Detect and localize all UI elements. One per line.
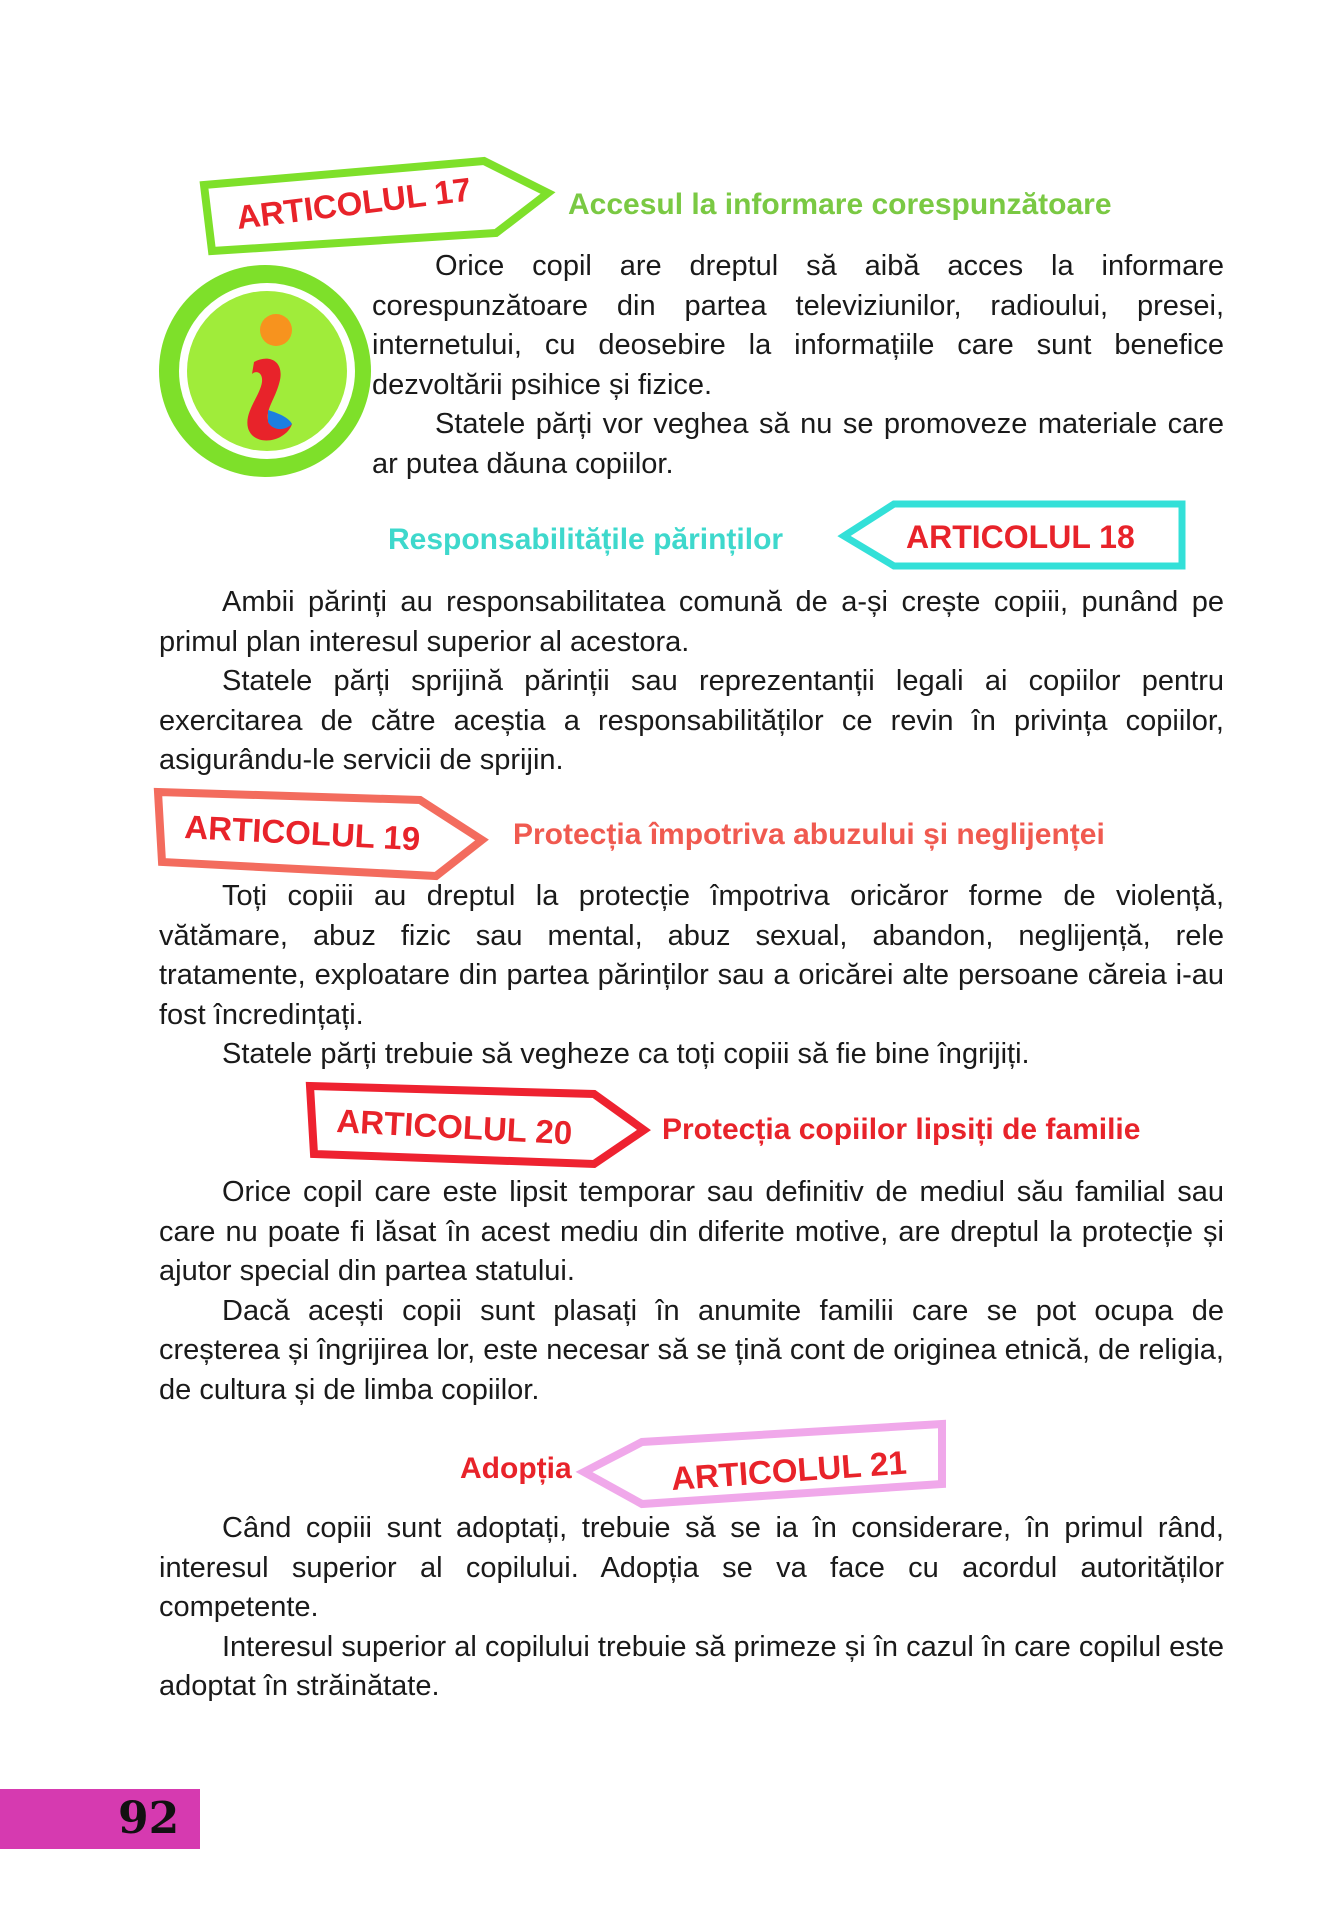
article-19-badge-label: ARTICOLUL 19 xyxy=(183,808,422,858)
article-19-paragraph-1: Toți copiii au dreptul la protecție împotriva oricăror forme de violență, vătămare, abuz fizic sau mental, abuz sexual, abandon, neglijență, rele tratamente, exploatare din partea părinților sau a oricărei alte persoane căreia i-au fost încredințați. xyxy=(159,880,1224,1031)
info-icon xyxy=(156,262,374,480)
page-number: 92 xyxy=(118,1793,180,1844)
article-19-paragraph-2: Statele părți trebuie să vegheze ca toți copiii să fie bine îngrijiți. xyxy=(222,1038,1030,1070)
article-18-paragraph-2: Statele părți sprijină părinții sau reprezentanții legali ai copiilor pentru exercitarea de către aceștia a responsabilităților ce revin în privința copiilor, asigurându-le servicii de sprijin. xyxy=(159,665,1224,776)
article-18-paragraph-1: Ambii părinți au responsabilitatea comună de a-și crește copiii, punând pe primul plan interesul superior al acestora. xyxy=(159,586,1224,658)
article-20-badge-label: ARTICOLUL 20 xyxy=(335,1102,574,1152)
article-19-badge xyxy=(150,786,490,882)
article-21-text xyxy=(159,1509,1224,1707)
article-21-title: Adopția xyxy=(460,1452,572,1485)
article-20-text xyxy=(159,1173,1224,1410)
article-21-paragraph-2: Interesul superior al copilului trebuie să primeze și în cazul în care copilul este adoptat în străinătate. xyxy=(159,1630,1224,1702)
article-19-text xyxy=(159,877,1224,1075)
article-17-title: Accesul la informare corespunzătoare xyxy=(568,188,1112,221)
article-19-title: Protecția împotriva abuzului și neglijenței xyxy=(513,818,1105,851)
page-number-tab xyxy=(0,1789,200,1849)
article-21-paragraph-1: Când copiii sunt adoptați, trebuie să se ia în considerare, în primul rând, interesul superior al copilului. Adopția se va face cu acordul autorităților competente. xyxy=(159,1512,1224,1623)
article-20-paragraph-2: Dacă acești copii sunt plasați în anumite familii care se pot ocupa de creșterea și îngrijirea lor, este necesar să se țină cont de originea etnică, de religia, de cultura și de limba copiilor. xyxy=(159,1294,1224,1406)
article-20-badge xyxy=(302,1080,652,1174)
article-17-badge-label: ARTICOLUL 17 xyxy=(234,170,474,236)
article-18-title: Responsabilitățile părinților xyxy=(388,523,784,556)
article-17-text xyxy=(372,247,1224,484)
article-20-paragraph-1: Orice copil care este lipsit temporar sau definitiv de mediul său familial sau care nu poate fi lăsat în acest mediu din diferite motive, are dreptul la protecție și ajutor special din partea statului. xyxy=(159,1176,1224,1287)
article-18-badge-label: ARTICOLUL 18 xyxy=(906,519,1135,555)
article-17-badge xyxy=(196,155,556,255)
article-20-title: Protecția copiilor lipsiți de familie xyxy=(662,1113,1141,1146)
article-17-paragraph-2: Statele părți vor veghea să nu se promoveze materiale care ar putea dăuna copiilor. xyxy=(372,408,1224,480)
article-21-badge xyxy=(578,1418,950,1510)
article-18-text xyxy=(159,583,1224,781)
article-17-paragraph-1: Orice copil are dreptul să aibă acces la informare corespunzătoare din partea televiziunilor, radioului, presei, internetului, cu deosebire la informațiile care sunt benefice dezvoltării psihice și fizice. xyxy=(372,250,1224,401)
article-21-badge-label: ARTICOLUL 21 xyxy=(669,1443,908,1497)
article-18-badge xyxy=(838,498,1190,572)
